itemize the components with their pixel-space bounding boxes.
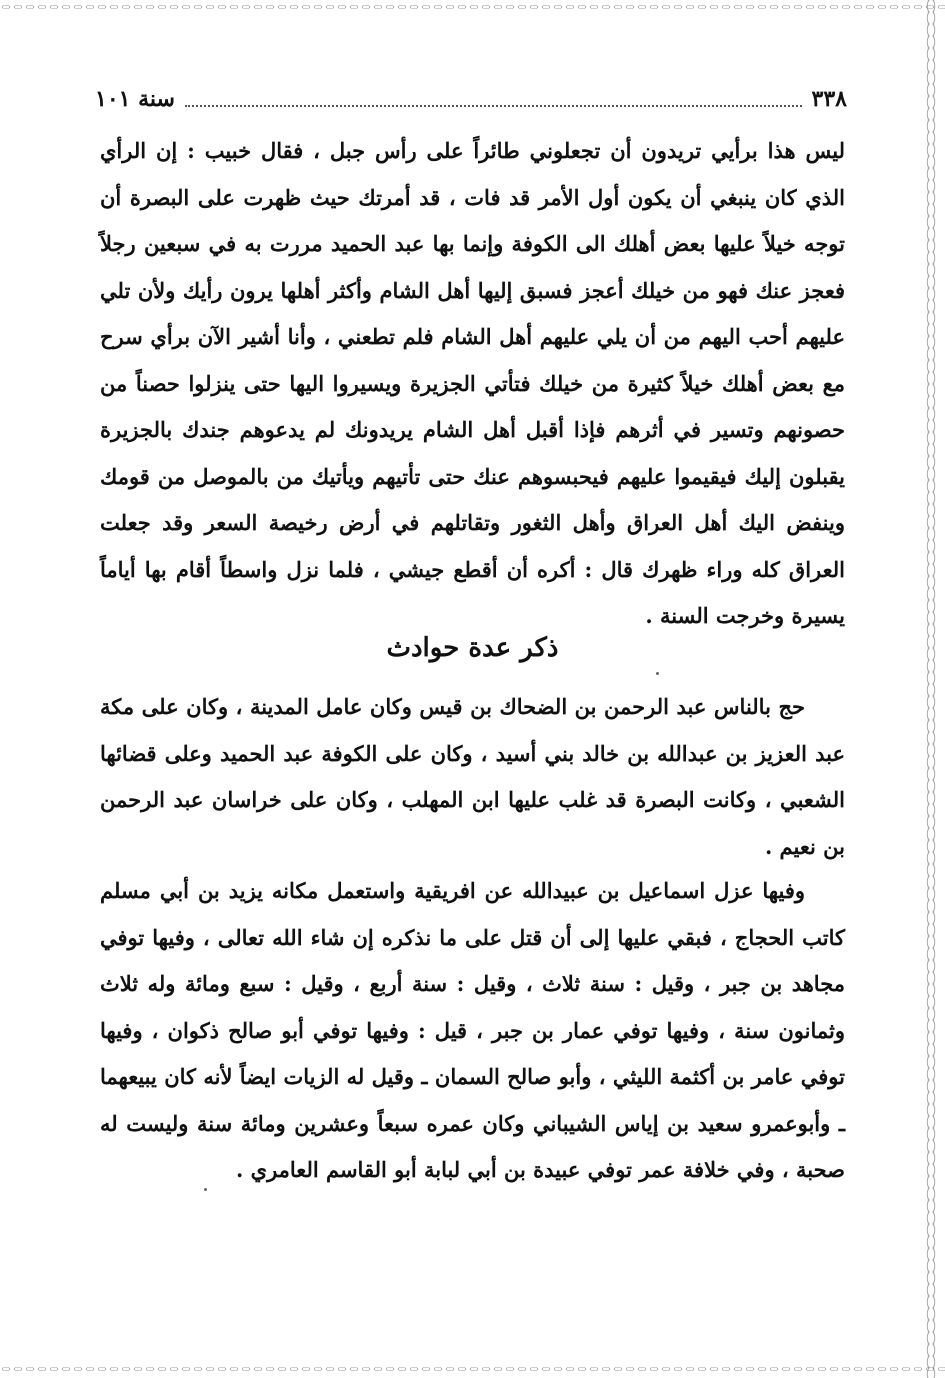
scan-speck bbox=[656, 672, 659, 675]
top-decorative-border bbox=[0, 0, 945, 14]
paragraph-2: حج بالناس عبد الرحمن بن الضحاك بن قيس وكان عامل المدينة ، وكان على مكة عبد العزيز بن عبدالله بن خالد بني أسيد ، وكان على الكوفة عبد الحميد وعلى قضائها الشعبي ، وكانت البصرة قد غلب عليها ابن المهلب ، وكان على خراسان عبد الرحمن بن نعيم . bbox=[100, 694, 845, 859]
page-number: ٣٣٨ bbox=[811, 86, 847, 112]
paragraph-block-2 bbox=[100, 684, 845, 870]
section-heading: ذكر عدة حوادث bbox=[386, 633, 559, 663]
paragraph-3: وفيها عزل اسماعيل بن عبيدالله عن افريقية واستعمل مكانه يزيد بن أبي مسلم كاتب الحجاج ، فبقي عليها إلى أن قتل على ما نذكره إن شاء الله تعالى ، وفيها توفي مجاهد بن جبر ، وقيل : سنة ثلاث ، وقيل : سنة أربع ، وقيل : سبع ومائة وله ثلاث وثمانون سنة ، وفيها توفي عمار بن جبر ، قيل : وفيها توفي أبو صالح ذكوان ، وفيها توفي عامر بن أكثمة الليثي ، وأبو صالح السمان ـ وقيل له الزيات ايضاً لأنه كان يبيعهما ـ وأبوعمرو سعيد بن إياس الشيباني وكان عمره سبعاً وعشرين ومائة سنة وليست له صحبة ، وفي خلافة عمر توفي عبيدة بن أبي لبابة أبو القاسم العامري . bbox=[100, 878, 845, 1182]
paragraph-block-1 bbox=[100, 128, 845, 640]
year-label: سنة ١٠١ bbox=[95, 86, 175, 112]
page-header bbox=[95, 84, 847, 114]
paragraph-1: ليس هذا برأيي تريدون أن تجعلوني طائراً على رأس جبل ، فقال خبيب : إن الرأي الذي كان ينبغي أن يكون أول الأمر قد فات ، قد أمرتك حيث ظهرت على البصرة أن توجه خيلاً عليها بعض أهلك الى الكوفة وإنما بها عبد الحميد مررت به في سبعين رجلاً فعجز عنك فهو من خيلك أعجز فسبق إليها أهل الشام وأكثر أهلها يرون رأيك ولأن تلي عليهم أحب اليهم من أن يلي عليهم أهل الشام فلم تطعني ، وأنا أشير الآن برأي سرح مع بعض أهلك خيلاً كثيرة من خيلك فتأتي الجزيرة ويسيروا اليها حتى ينزلوا حصناً من حصونهم وتسير في أثرهم فإذا أقبل أهل الشام يريدونك لم يدعوهم جندك بالجزيرة يقبلون إليك فيقيموا عليهم فيحبسوهم عنك حتى تأتيهم ويأتيك من بالموصل من قومك وينفض اليك أهل العراق وأهل الثغور وتقاتلهم في أرض رخيصة السعر وقد جعلت العراق كله وراء ظهرك قال : أكره أن أقطع جيشي ، فلما نزل واسطاً أقام بها أياماً يسيرة وخرجت السنة . bbox=[100, 138, 845, 628]
header-dotted-leader bbox=[185, 91, 802, 107]
scan-speck bbox=[204, 1188, 207, 1191]
right-decorative-border bbox=[924, 0, 938, 1378]
bottom-decorative-border bbox=[0, 1362, 945, 1376]
paragraph-block-3 bbox=[100, 868, 845, 1194]
